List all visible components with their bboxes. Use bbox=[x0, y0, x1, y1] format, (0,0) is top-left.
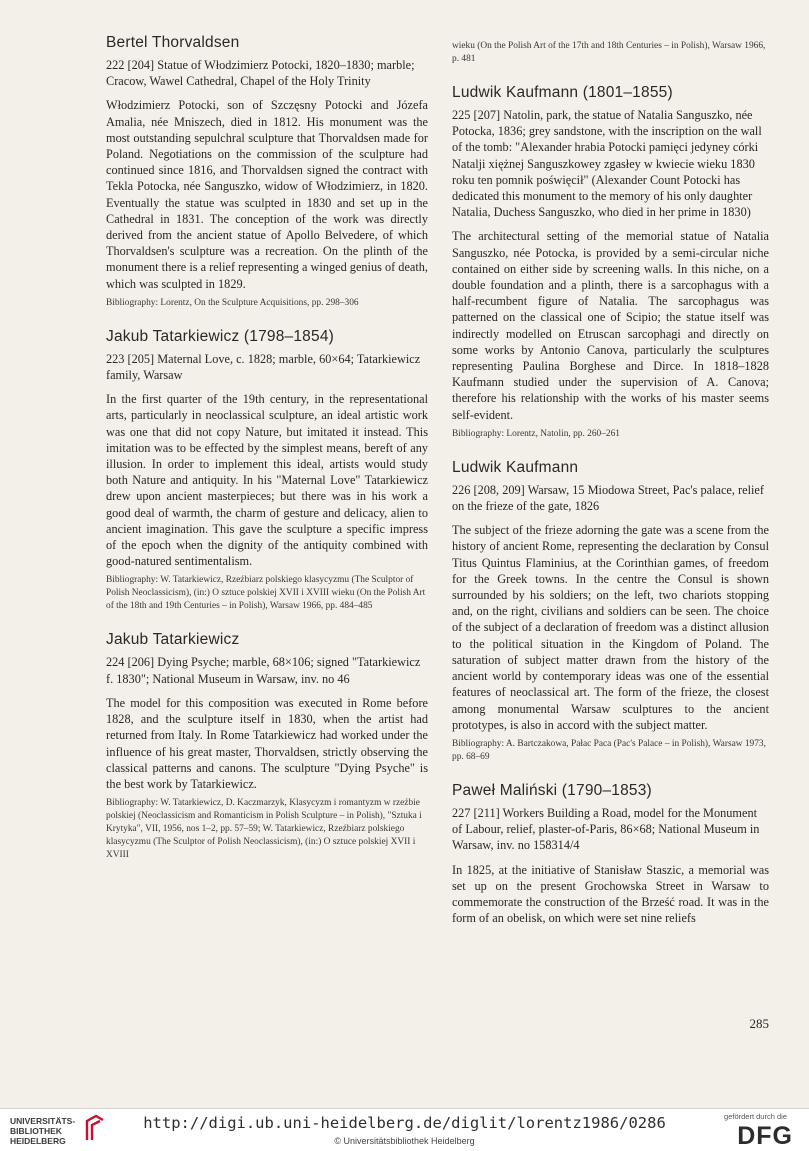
section-heading: Bertel Thorvaldsen bbox=[106, 34, 240, 51]
catalogue-entry: 226 [208, 209] Warsaw, 15 Miodowa Street, Pac's palace, relief on the frieze of the gate, 1826 bbox=[452, 482, 764, 514]
catalogue-entry: 223 [205] Maternal Love, c. 1828; marble, 60×64; Tatarkiewicz family, Warsaw bbox=[106, 351, 421, 383]
bibliography-continued: wieku (On the Polish Art of the 17th and 18th Centuries – in Polish), Warsaw 1966, p. 481 bbox=[452, 41, 766, 64]
body-text: The subject of the frieze adorning the gate was a scene from the history of ancient Rome, representing the declaration by Consul Titus Quintus Flaminius, at the Corinthian games, of freedom for the Greek towns. In the centre the Consul is shown surrounded by his soldiers; on the left, two chariots stopping and, on the right, civilians and soldiers can be seen. The choice of the subject of a declaration of freedom was a distinct allusion to the political situation in the Kingdom of Poland. The saturation of subject matter drawn from the history of the ancient world by contemporary ideas was one of the essential features of neoclassical art. The form of the frieze, the closest among monumental Warsaw sculptures to the ancient prototypes, is also in accord with the subject matter. bbox=[452, 523, 769, 732]
body-text: Włodzimierz Potocki, son of Szczęsny Potocki and Józefa Amalia, née Mniszech, died in 1812. His monument was the most outstanding sepulchral sculpture that Thorvaldsen made for Poland. Negotiations on the commission of the sculpture had continued since 1816, and Thorvaldsen signed the contract with Tekla Potocka, née Sanguszko, widow of Włodzimierz, in 1820. Eventually the statue was sculpted in 1830 and set up in the Cathedral in 1831. The conception of the work was directly derived from the ancient statue of Apollo Belvedere, of which Thorvaldsen's sculpture was a recreation. On the plinth of the monument there is a relief representing a winged genius of death, which was sculpted in 1829. bbox=[106, 98, 429, 291]
catalogue-entry: 222 [204] Statue of Włodzimierz Potocki, 1820–1830; marble; Cracow, Wawel Cathedral, Chapel of the Holy Trinity bbox=[106, 58, 415, 89]
dfg-logo: DFG bbox=[737, 1122, 793, 1150]
bibliography: Bibliography: A. Bartczakowa, Pałac Paca (Pac's Palace – in Polish), Warsaw 1973, pp. 68–69 bbox=[452, 738, 766, 762]
bibliography: Bibliography: W. Tatarkiewicz, D. Kaczmarzyk, Klasycyzm i romantyzm w rzeźbie polskiej (Neoclassicism and Romanticism in Polish Sculpture – in Polish), "Sztuka i Krytyka", VII, 1956, nos 1–2, pp. 57–59; W. Tatarkiewicz, Rzeźbiarz polskiego klasycyzmu (The Sculptor of Polish Neoclassicism), (in:) O sztuce polskiej XVII i XVIII bbox=[106, 798, 422, 861]
bibliography: Bibliography: W. Tatarkiewicz, Rzeźbiarz polskiego klasycyzmu (The Sculptor of Polish Neoclassicism), (in:) O sztuce polskiej XVII i XVIII wieku (On the Polish Art of the 18th and 19th Centuries – in Polish), Warsaw 1966, pp. 484–485 bbox=[106, 575, 426, 612]
viewer-footer bbox=[0, 1108, 809, 1151]
body-text: The architectural setting of the memorial statue of Natalia Sanguszko, née Potocka, is provided by a semi-circular niche contained on either side by screening walls. In this niche, on a double foundation and a plinth, there is a sarcophagus with a half-recumbent figure of Natalia. The sarcophagus was patterned on the classical one of Scipio; the statue itself was indirectly modelled on Etruscan sarcophagi and directly on some works by Antonio Canova, particularly the sculptures representing Paulina Borghese and Dirce. In 1818–1828 Kaufmann studied under the supervision of A. Canova; therefore his relationship with the works of his master seems self-evident. bbox=[452, 229, 769, 422]
university-logo-text: UNIVERSITÄTS- BIBLIOTHEK HEIDELBERG bbox=[10, 1116, 76, 1146]
section-heading: Jakub Tatarkiewicz bbox=[106, 631, 240, 649]
body-text: In the first quarter of the 19th century, in the representational arts, particularly in neoclassical sculpture, an ideal artistic work was one that did not copy Nature, but imitated it instead. This imitation was to be effected by the simplest means, bereft of any illusion. In order to implement this ideal, artists would study both Nature and antiquity. In his "Maternal Love" Tatarkiewicz drew upon ancient masterpieces; but there was in his work a good deal of warmth, the charm of gesture and delicacy, alien to ancient imagination. This gave the sculpture a specific impress of the epoch when the dignity of the antiquity combined with good-natured sentimentalism. bbox=[106, 392, 428, 569]
copyright-notice: © Universitätsbibliothek Heidelberg bbox=[334, 1136, 475, 1146]
body-text: The model for this composition was executed in Rome before 1828, and the sculpture itself in 1830, when the artist had returned from Italy. In Rome Tatarkiewicz had worked under the influence of his great master, Thorvaldsen, strictly observing the classical patterns and canons. The sculpture "Dying Psyche" is the best work by Tatarkiewicz. bbox=[106, 695, 428, 791]
catalogue-entry: 227 [211] Workers Building a Road, model for the Monument of Labour, relief, plaster-of-Paris, 86×68; National Museum in Warsaw, inv. no 158314/4 bbox=[452, 805, 760, 853]
section-heading: Ludwik Kaufmann (1801–1855) bbox=[452, 84, 673, 101]
page-number: 285 bbox=[749, 1016, 769, 1031]
section-heading: Ludwik Kaufmann bbox=[452, 458, 579, 476]
bibliography: Bibliography: Lorentz, Natolin, pp. 260–261 bbox=[452, 428, 620, 439]
permalink-url[interactable]: http://digi.ub.uni-heidelberg.de/diglit/lorentz1986/0286 bbox=[143, 1114, 666, 1132]
catalogue-entry: 225 [207] Natolin, park, the statue of Natalia Sanguszko, née Potocka, 1836; grey sandstone, with the inscription on the wall of the tomb: "Alexander hrabia Potocki pamięci jedyney córki Natalji xiężnej Sanguszkowey zgasłey w kwiecie wieku 1830 roku ten pomnik poświęcił" (Alexander Count Potocki has dedicated this monument to the memory of his only daughter Natalia, Duchess Sanguszko, who died in her prime in 1830) bbox=[452, 108, 762, 220]
section-heading: Paweł Maliński (1790–1853) bbox=[452, 781, 652, 799]
catalogue-entry: 224 [206] Dying Psyche; marble, 68×106; signed "Tatarkiewicz f. 1830"; National Museum in Warsaw, inv. no 46 bbox=[106, 655, 421, 686]
funding-note: gefördert durch die bbox=[724, 1112, 787, 1121]
right-column bbox=[452, 41, 769, 931]
bibliography: Bibliography: Lorentz, On the Sculpture Acquisitions, pp. 298–306 bbox=[106, 297, 359, 308]
left-column bbox=[106, 34, 428, 880]
body-text: In 1825, at the initiative of Stanisław Staszic, a memorial was set up on the present Grochowska Street in Warsaw to commemorate the construction of the Brześć road. It was in the form of an obelisk, on which were set nine reliefs bbox=[452, 862, 769, 926]
section-heading: Jakub Tatarkiewicz (1798–1854) bbox=[106, 327, 335, 345]
